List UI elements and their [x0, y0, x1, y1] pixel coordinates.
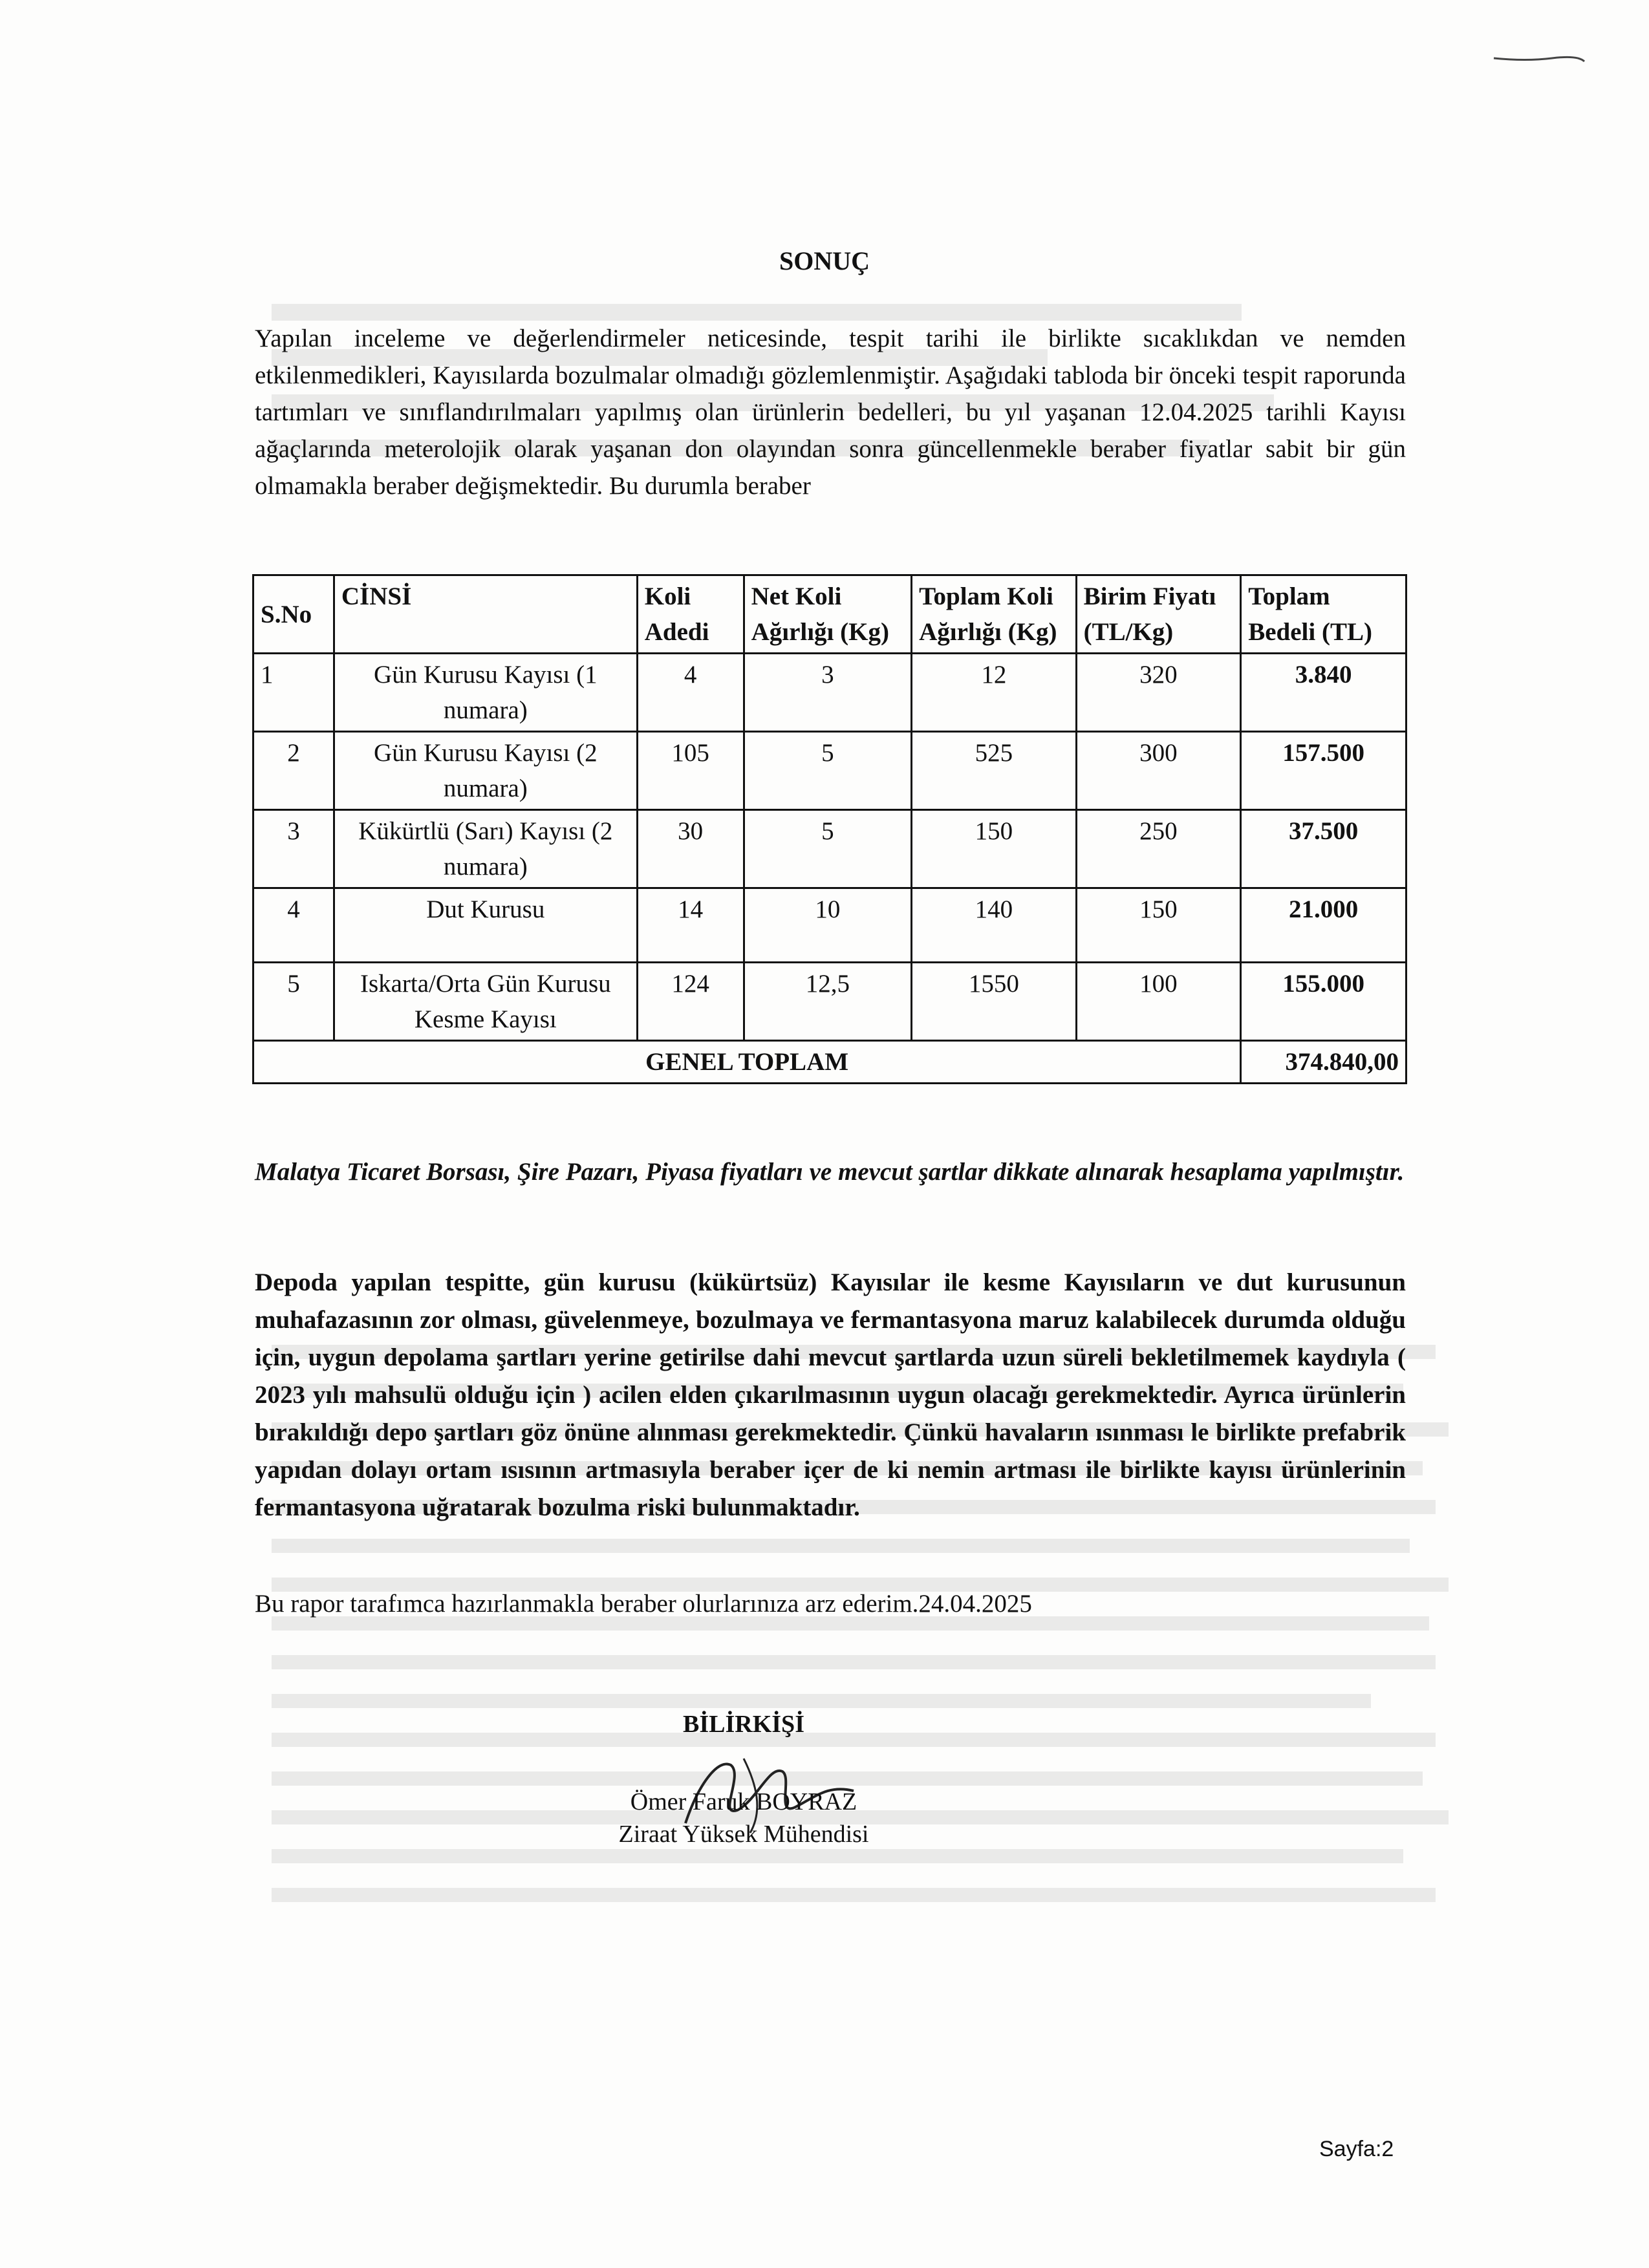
table-row: [253, 810, 1406, 888]
cell-cinsi: Gün Kurusu Kayısı (2 numara): [334, 732, 637, 810]
cell-koli-adedi: 14: [637, 888, 744, 963]
cell-toplam-bedeli: 3.840: [1241, 654, 1406, 732]
header-koli-adedi: Koli Adedi: [637, 575, 744, 654]
cell-koli-adedi: 4: [637, 654, 744, 732]
header-toplam-koli: Toplam Koli Ağırlığı (Kg): [912, 575, 1077, 654]
header-toplam-bedeli: Toplam Bedeli (TL): [1241, 575, 1406, 654]
header-sno: S.No: [253, 575, 334, 654]
table-total-row: [253, 1041, 1406, 1084]
cell-sno: 3: [253, 810, 334, 888]
signer-role: Ziraat Yüksek Mühendisi: [618, 1821, 869, 1848]
cell-cinsi: Kükürtlü (Sarı) Kayısı (2 numara): [334, 810, 637, 888]
header-cinsi: CİNSİ: [334, 575, 637, 654]
cell-toplam-bedeli: 37.500: [1241, 810, 1406, 888]
table-row: [253, 654, 1406, 732]
cell-toplam-koli: 150: [912, 810, 1077, 888]
cell-net-koli: 12,5: [744, 963, 912, 1041]
cell-toplam-bedeli: 21.000: [1241, 888, 1406, 963]
cell-sno: 5: [253, 963, 334, 1041]
signer-name: Ömer Faruk BOYRAZ: [630, 1788, 857, 1815]
signature-title: BİLİRKİŞİ: [683, 1711, 804, 1738]
table-row: [253, 963, 1406, 1041]
cell-net-koli: 10: [744, 888, 912, 963]
cell-toplam-koli: 140: [912, 888, 1077, 963]
cell-birim-fiyati: 150: [1076, 888, 1241, 963]
cell-cinsi: Dut Kurusu: [334, 888, 637, 963]
cell-birim-fiyati: 100: [1076, 963, 1241, 1041]
corner-scribble: [1487, 39, 1591, 71]
closing-line: Bu rapor tarafımca hazırlanmakla beraber olurlarınıza arz ederim.24.04.2025: [255, 1590, 1032, 1618]
table-header-row: [253, 575, 1406, 654]
cell-toplam-koli: 1550: [912, 963, 1077, 1041]
cell-toplam-bedeli: 157.500: [1241, 732, 1406, 810]
table-row: [253, 888, 1406, 963]
cell-sno: 1: [253, 654, 334, 732]
price-table: [252, 574, 1407, 1084]
table-row: [253, 732, 1406, 810]
cell-koli-adedi: 105: [637, 732, 744, 810]
cell-sno: 2: [253, 732, 334, 810]
cell-birim-fiyati: 320: [1076, 654, 1241, 732]
cell-birim-fiyati: 300: [1076, 732, 1241, 810]
header-birim-fiyati: Birim Fiyatı (TL/Kg): [1076, 575, 1241, 654]
pricing-note: Malatya Ticaret Borsası, Şire Pazarı, Piyasa fiyatları ve mevcut şartlar dikkate alınarak hesaplama yapılmıştır.: [255, 1158, 1405, 1186]
storage-warning-paragraph: Depoda yapılan tespitte, gün kurusu (kükürtsüz) Kayısılar ile kesme Kayısıların ve dut kurusunun muhafazasının zor olması, güvelenmeye, bozulmaya ve fermantasyona maruz kalabilecek durumda olduğu için, uygun depolama şartları yerine getirilse dahi mevcut şartlarda uzun süreli bekletilmemek kaydıyla ( 2023 yılı mahsulü olduğu için ) acilen elden çıkarılmasının uygun olacağı gerekmektedir. Ayrıca ürünlerin bırakıldığı depo şartları göz önüne alınması gerekmektedir. Çünkü havaların ısınması le birlikte prefabrik yapıdan dolayı ortam ısısının artmasıyla beraber içer de ki nemin artması ile birlikte kayısı ürünlerinin fermantasyona uğratarak bozulma riski bulunmaktadır.: [255, 1268, 1406, 1521]
cell-toplam-koli: 525: [912, 732, 1077, 810]
cell-koli-adedi: 124: [637, 963, 744, 1041]
cell-cinsi: Gün Kurusu Kayısı (1 numara): [334, 654, 637, 732]
cell-birim-fiyati: 250: [1076, 810, 1241, 888]
cell-cinsi: Iskarta/Orta Gün Kurusu Kesme Kayısı: [334, 963, 637, 1041]
total-label: GENEL TOPLAM: [253, 1041, 1241, 1084]
page-number: Sayfa:2: [1319, 2137, 1394, 2161]
header-net-koli: Net Koli Ağırlığı (Kg): [744, 575, 912, 654]
section-heading: SONUÇ: [779, 246, 870, 275]
cell-net-koli: 5: [744, 810, 912, 888]
intro-paragraph: Yapılan inceleme ve değerlendirmeler neticesinde, tespit tarihi ile birlikte sıcaklıkdan ve nemden etkilenmedikleri, Kayısılarda bozulmalar olmadığı gözlemlenmiştir. Aşağıdaki tabloda bir önceki tespit raporunda tartımları ve sınıflandırılmaları yapılmış olan ürünlerin bedelleri, bu yıl yaşanan 12.04.2025 tarihli Kayısı ağaçlarında meterolojik olarak yaşanan don olayından sonra güncellenmekle beraber fiyatlar sabit bir gün olmamakla beraber değişmektedir. Bu durumla beraber: [255, 325, 1406, 500]
cell-koli-adedi: 30: [637, 810, 744, 888]
total-value: 374.840,00: [1241, 1041, 1406, 1084]
cell-net-koli: 3: [744, 654, 912, 732]
cell-net-koli: 5: [744, 732, 912, 810]
cell-toplam-koli: 12: [912, 654, 1077, 732]
cell-toplam-bedeli: 155.000: [1241, 963, 1406, 1041]
cell-sno: 4: [253, 888, 334, 963]
